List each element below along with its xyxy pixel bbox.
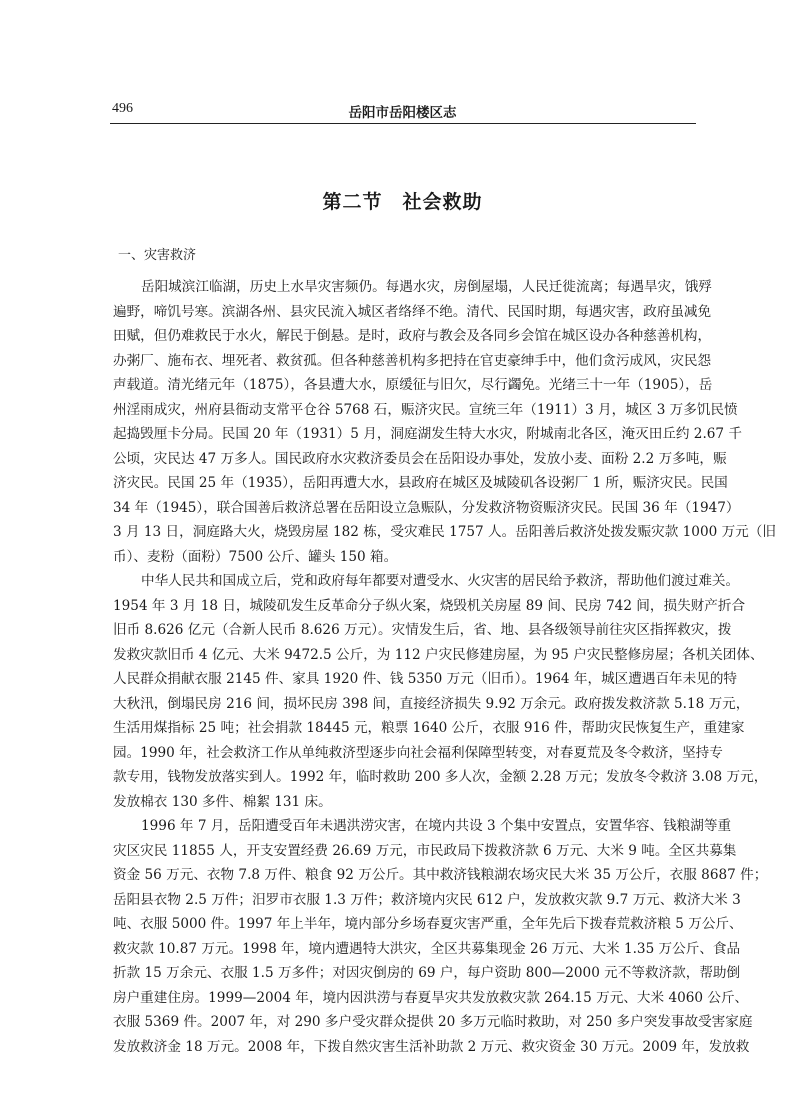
text-line: 发放棉衣 130 多件、棉絮 131 床。: [113, 793, 332, 810]
paragraph: [113, 275, 776, 569]
text-line: 州淫雨成灾，州府县衙动支常平仓谷 5768 石，赈济灾民。宣统三年（1911）3 月，城区 3 万多饥民愤: [113, 401, 738, 418]
text-line: 遍野，啼饥号寒。滨湖各州、县灾民流入城区者络绎不绝。清代、民国时期，每遇灾害，政府虽减免: [113, 303, 712, 320]
text-line: 发放救济金 18 万元。2008 年，下拨自然灾害生活补助款 2 万元、救灾资金 30 万元。2009 年，发放救: [113, 1038, 750, 1055]
header-rule: [110, 123, 696, 124]
text-line: 吨、衣服 5000 件。1997 年上半年，境内部分乡场春夏灾害严重，全年先后下拨春荒救济粮 5 万公斤、: [113, 916, 743, 932]
text-line: 发救灾款旧币 4 亿元、大米 9472.5 公斤，为 112 户灾民修建房屋，为 95 户灾民整修房屋；各机关团体、: [113, 646, 764, 663]
section-title: 第二节 社会救助: [322, 191, 483, 213]
subsection-heading: 一、灾害救济: [118, 248, 197, 263]
paragraph: [113, 814, 768, 1059]
text-line: 岳阳县衣物 2.5 万件；汨罗市衣服 1.3 万件；救济境内灾民 612 户，发放救灾款 9.7 万元、救济大米 3: [113, 891, 741, 908]
text-line: 济灾民。民国 25 年（1935），岳阳再遭大水，县政府在城区及城陵矶各设粥厂 1 所，赈济灾民。民国: [113, 475, 728, 491]
text-line: 人民群众捐献衣服 2145 件、家具 1920 件、钱 5350 万元（旧币）。1964 年，城区遭遇百年未见的特: [113, 671, 738, 687]
paragraph: [113, 569, 768, 814]
text-line: 起捣毁厘卡分局。民国 20 年（1931）5 月，洞庭湖发生特大水灾，附城南北各区，淹灭田丘约 2.67 千: [113, 426, 742, 442]
text-line: 1996 年 7 月，岳阳遭受百年未遇洪涝灾害，在境内共设 3 个集中安置点，安置华容、钱粮湖等重: [141, 818, 732, 834]
text-line: 岳阳城滨江临湖，历史上水旱灾害频仍。每遇水灾，房倒屋塌，人民迁徙流离；每遇旱灾，饿殍: [141, 279, 712, 295]
body-text: [113, 275, 776, 1059]
text-line: 34 年（1945），联合国善后救济总署在岳阳设立急赈队，分发救济物资赈济灾民。民国 36 年（1947）: [113, 499, 740, 516]
text-line: 园。1990 年，社会救济工作从单纯救济型逐步向社会福利保障型转变，对春夏荒及冬令救济，坚持专: [113, 744, 723, 761]
text-line: 3 月 13 日，洞庭路大火，烧毁房屋 182 栋，受灾难民 1757 人。岳阳善后救济处拨发赈灾款 1000 万元（旧: [113, 524, 776, 540]
text-line: 田赋，但仍难救民于水火，解民于倒悬。是时，政府与教会及各同乡会馆在城区设办各种慈善机构，: [113, 328, 712, 344]
text-line: 救灾款 10.87 万元。1998 年，境内遭遇特大洪灾，全区共募集现金 26 万元、大米 1.35 万公斤、食品: [113, 940, 741, 957]
running-header-title: 岳阳市岳阳楼区志: [348, 105, 457, 121]
text-line: 1954 年 3 月 18 日，城陵矶发生反革命分子纵火案，烧毁机关房屋 89 间、民房 742 间，损失财产折合: [113, 597, 746, 614]
text-line: 办粥厂、施布衣、埋死者、救贫孤。但各种慈善机构多把持在官吏豪绅手中，他们贪污成风，灾民怨: [113, 352, 712, 369]
text-line: 折款 15 万余元、衣服 1.5 万多件；对因灾倒房的 69 户，每户资助 800—2000 元不等救济款，帮助倒: [113, 965, 741, 981]
page-number: 496: [112, 101, 133, 116]
text-line: 生活用煤指标 25 吨；社会捐款 18445 元，粮票 1640 公斤，衣服 916 件，帮助灾民恢复生产，重建家: [113, 720, 745, 736]
text-line: 房户重建住房。1999—2004 年，境内因洪涝与春夏旱灾共发放救灾款 264.15 万元、大米 4060 公斤、: [113, 989, 749, 1006]
text-line: 资金 56 万元、衣物 7.8 万件、粮食 92 万公斤。其中救济钱粮湖农场灾民大米 35 万公斤，衣服 8687 件；: [113, 867, 768, 883]
text-line: 衣服 5369 件。2007 年，对 290 多户受灾群众提供 20 多万元临时救助，对 250 多户突发事故受害家庭: [113, 1014, 753, 1030]
text-line: 大秋汛，倒塌民房 216 间，损坏民房 398 间，直接经济损失 9.92 万余元。政府拨发救济款 5.18 万元，: [113, 695, 750, 712]
text-line: 旧币 8.626 亿元（合新人民币 8.626 万元）。灾情发生后，省、地、县各级领导前往灾区指挥救灾，拨: [113, 622, 732, 638]
text-line: 币）、麦粉（面粉）7500 公斤、罐头 150 箱。: [113, 548, 398, 565]
text-line: 灾区灾民 11855 人，开支安置经费 26.69 万元，市民政局下拨救济款 6 万元、大米 9 吨。全区共募集: [113, 842, 737, 859]
text-line: 款专用，钱物发放落实到人。1992 年，临时救助 200 多人次，金额 2.28 万元；发放冬令救济 3.08 万元，: [113, 769, 768, 785]
text-line: 中华人民共和国成立后，党和政府每年都要对遭受水、火灾害的居民给予救济，帮助他们渡过难关。: [141, 573, 740, 589]
text-line: 声载道。清光绪元年（1875），各县遭大水，原缓征与旧欠，尽行蠲免。光绪三十一年（1905），岳: [113, 377, 713, 393]
text-line: 公顷，灾民达 47 万多人。国民政府水灾救济委员会在岳阳设办事处，发放小麦、面粉 2.2 万多吨，赈: [113, 450, 727, 467]
